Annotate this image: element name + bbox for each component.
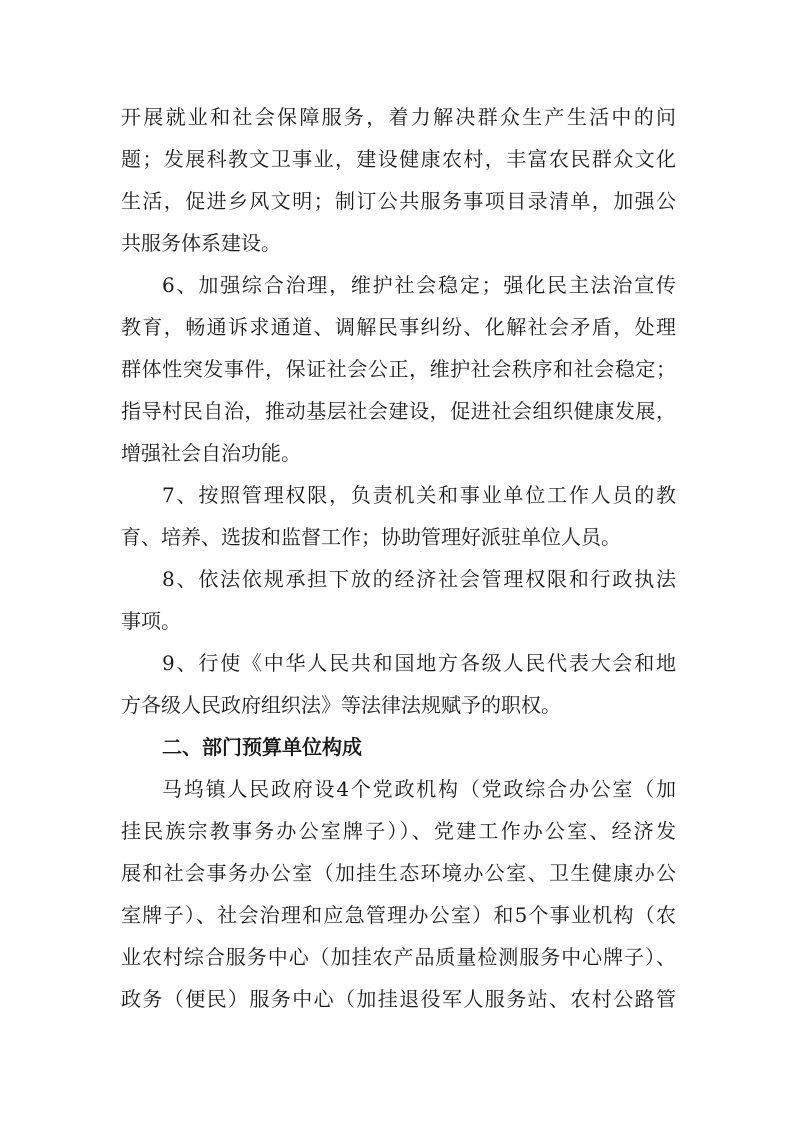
paragraph-line: 共服务体系建设。 (121, 231, 281, 255)
paragraph-line: 开展就业和社会保障服务，着力解决群众生产生活中的问 (121, 105, 676, 129)
paragraph-line: 6、加强综合治理，维护社会稳定；强化民主法治宣传 (162, 273, 676, 297)
paragraph-line: 挂民族宗教事务办公室牌子））、党建工作办公室、经济发 (121, 819, 676, 843)
paragraph-line: 9、行使《中华人民共和国地方各级人民代表大会和地 (162, 651, 676, 675)
paragraph-line: 群体性突发事件，保证社会公正，维护社会秩序和社会稳定； (121, 357, 676, 381)
paragraph-line: 教育，畅通诉求通道、调解民事纠纷、化解社会矛盾，处理 (121, 315, 676, 339)
section-heading: 二、部门预算单位构成 (162, 735, 362, 759)
paragraph-line: 生活，促进乡风文明；制订公共服务事项目录清单，加强公 (121, 189, 676, 213)
paragraph-line: 展和社会事务办公室（加挂生态环境办公室、卫生健康办公 (121, 861, 676, 885)
paragraph-line: 育、培养、选拔和监督工作；协助管理好派驻单位人员。 (121, 525, 621, 549)
paragraph-line: 业农村综合服务中心（加挂农产品质量检测服务中心牌子）、 (121, 945, 676, 969)
paragraph-line: 政务（便民）服务中心（加挂退役军人服务站、农村公路管 (121, 987, 676, 1011)
paragraph-line: 室牌子）、社会治理和应急管理办公室）和5个事业机构（农 (121, 903, 676, 927)
paragraph-line: 事项。 (121, 609, 181, 633)
paragraph-line: 马坞镇人民政府设4个党政机构（党政综合办公室（加 (162, 777, 676, 801)
paragraph-line: 指导村民自治，推动基层社会建设，促进社会组织健康发展， (121, 399, 676, 423)
paragraph-line: 题；发展科教文卫事业，建设健康农村，丰富农民群众文化 (121, 147, 676, 171)
paragraph-line: 7、按照管理权限，负责机关和事业单位工作人员的教 (162, 483, 676, 507)
paragraph-line: 方各级人民政府组织法》等法律法规赋予的职权。 (121, 693, 561, 717)
paragraph-line: 增强社会自治功能。 (121, 441, 301, 465)
paragraph-line: 8、依法依规承担下放的经济社会管理权限和行政执法 (162, 567, 676, 591)
